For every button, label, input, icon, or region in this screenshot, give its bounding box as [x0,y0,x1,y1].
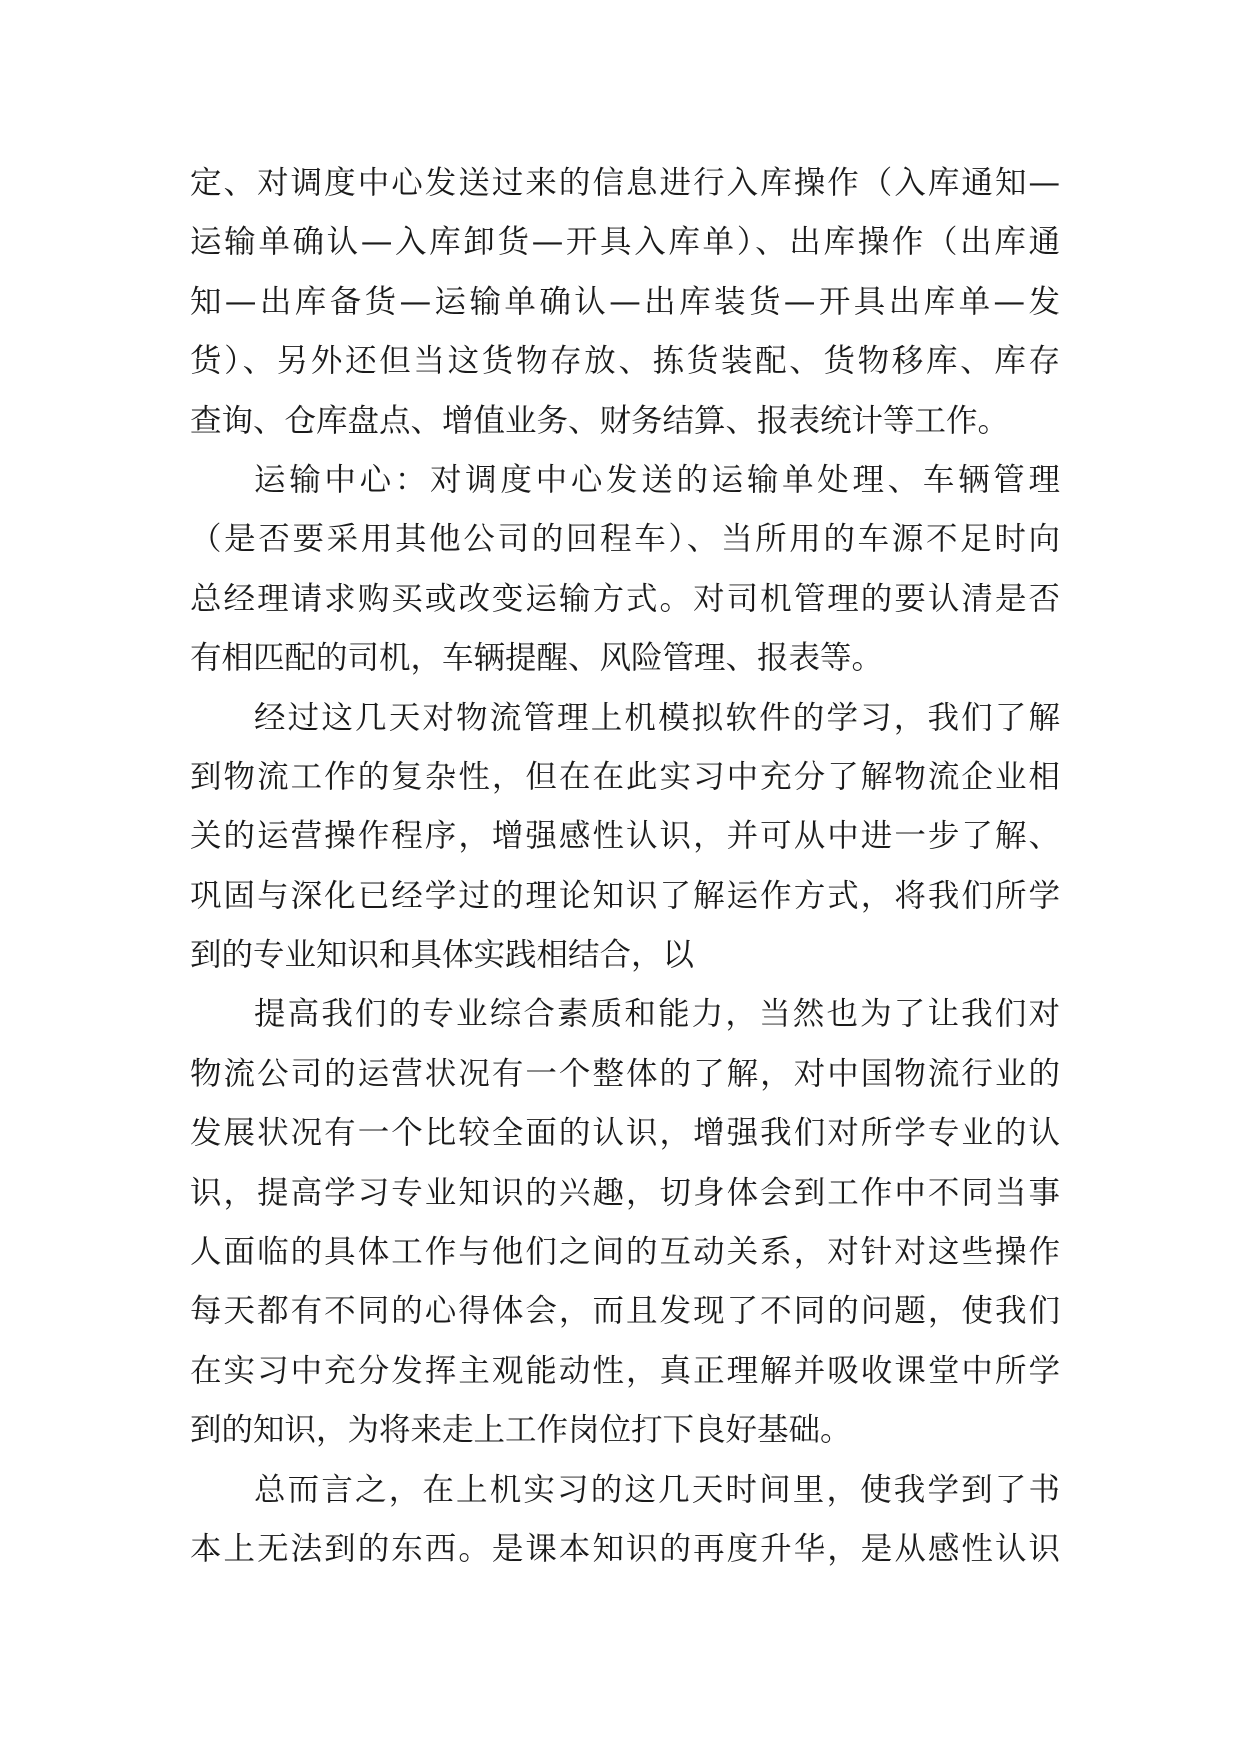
text-line: 货）、另外还但当这货物存放、拣货装配、货物移库、库存 [190,343,1060,380]
text-line: 有相匹配的司机，车辆提醒、风险管理、报表等。 [190,640,884,677]
text-line: 定、对调度中心发送过来的信息进行入库操作（入库通知— [190,165,1060,201]
text-line: 巩固与深化已经学过的理论知识了解运作方式，将我们所学 [190,877,1060,914]
text-line: 发展状况有一个比较全面的认识，增强我们对所学专业的认 [190,1115,1060,1152]
text-line: 物流公司的运营状况有一个整体的了解，对中国物流行业的 [190,1055,1060,1092]
text-line: （是否要采用其他公司的回程车）、当所用的车源不足时向 [190,521,1060,558]
text-line: 知—出库备货—运输单确认—出库装货—开具出库单—发 [190,283,1060,320]
text-line: 到物流工作的复杂性，但在在此实习中充分了解物流企业相 [190,758,1060,795]
text-line: 人面临的具体工作与他们之间的互动关系，对针对这些操作 [190,1234,1060,1271]
text-line: 总而言之，在上机实习的这几天时间里，使我学到了书 [254,1471,1060,1508]
text-line: 在实习中充分发挥主观能动性，真正理解并吸收课堂中所学 [190,1352,1060,1389]
text-line: 本上无法到的东西。是课本知识的再度升华，是从感性认识 [190,1530,1060,1567]
text-line: 到的专业知识和具体实践相结合，以 [190,937,695,974]
text-line: 识，提高学习专业知识的兴趣，切身体会到工作中不同当事 [190,1174,1060,1211]
text-line: 总经理请求购买或改变运输方式。对司机管理的要认清是否 [190,580,1060,617]
text-line: 到的知识，为将来走上工作岗位打下良好基础。 [190,1412,852,1449]
text-line: 查询、仓库盘点、增值业务、财务结算、报表统计等工作。 [190,402,1010,439]
text-line: 运输单确认—入库卸货—开具入库单）、出库操作（出库通 [190,224,1060,261]
text-line: 每天都有不同的心得体会，而且发现了不同的问题，使我们 [190,1293,1060,1330]
text-line: 提高我们的专业综合素质和能力，当然也为了让我们对 [254,996,1060,1033]
text-line: 运输中心：对调度中心发送的运输单处理、车辆管理 [254,461,1060,498]
text-line: 关的运营操作程序，增强感性认识，并可从中进一步了解、 [190,818,1060,855]
document-body [190,154,1060,1579]
text-line: 经过这几天对物流管理上机模拟软件的学习，我们了解 [254,699,1060,736]
